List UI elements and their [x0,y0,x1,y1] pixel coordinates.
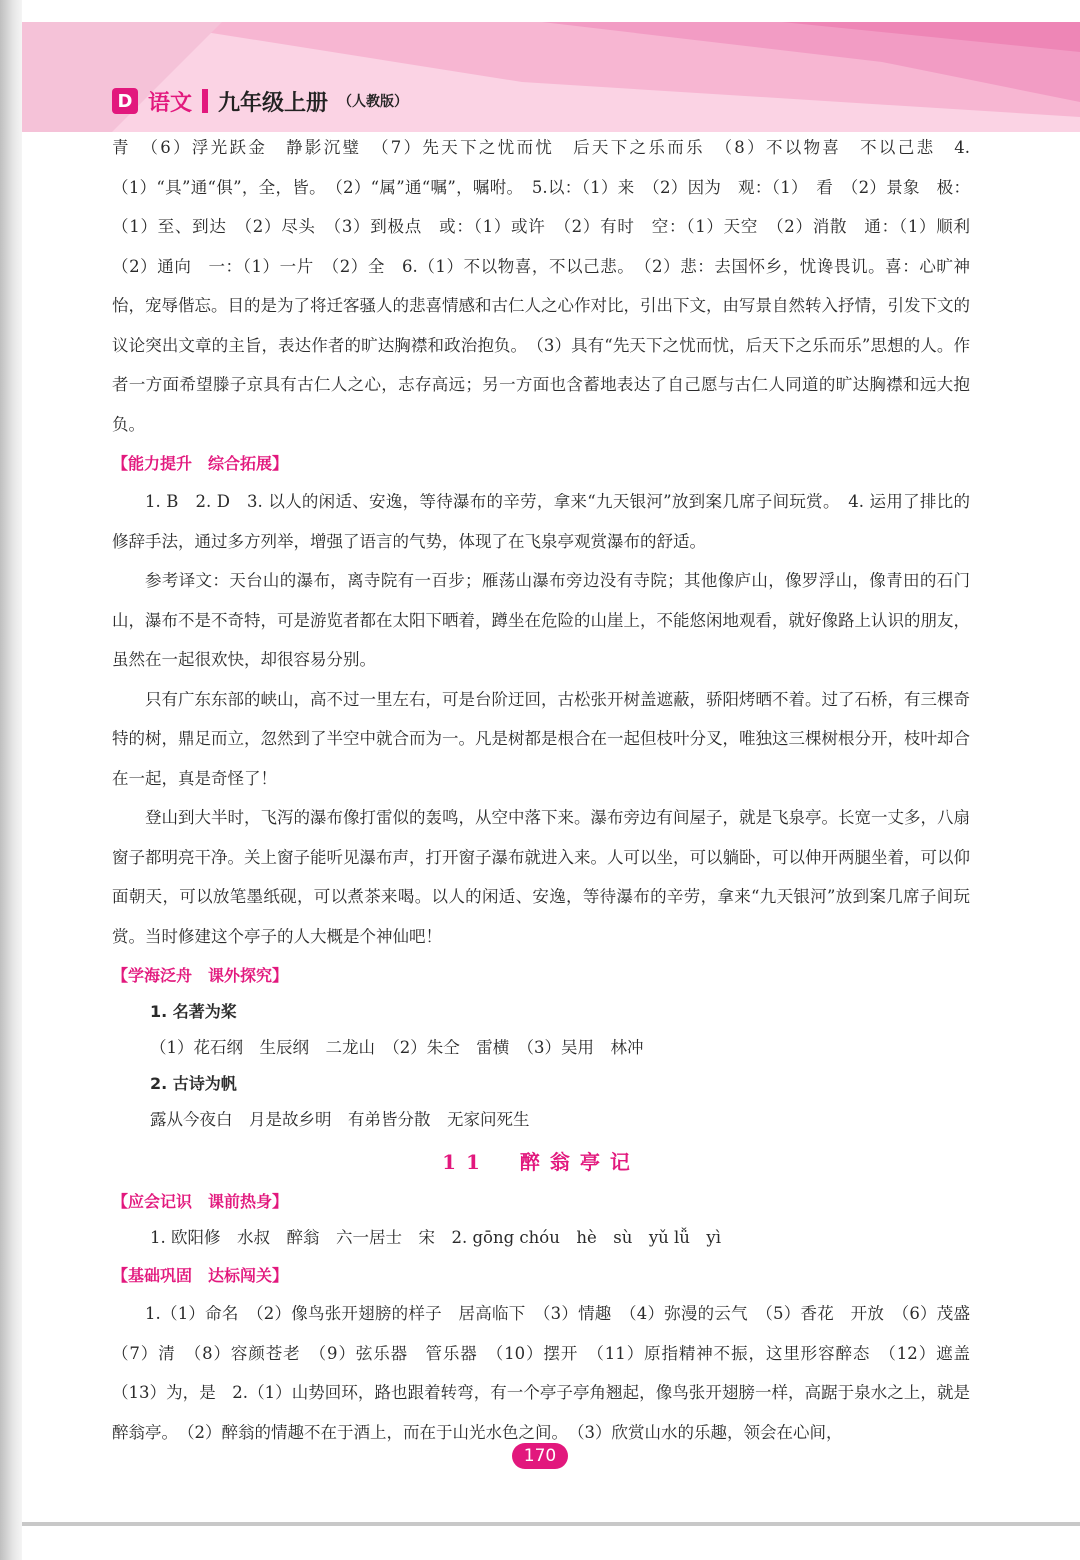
memory-answers: 1. 欧阳修 水叔 醉翁 六一居士 宋 2. gōng chóu hè sù yǔ lǚ yì [150,1228,722,1247]
explore-answer-2: 露从今夜白 月是故乡明 有弟皆分散 无家问死生 [150,1110,530,1129]
series-badge: D [112,88,138,114]
section-heading-explore: 【学海泛舟 课外探究】 [112,966,289,985]
title-divider [202,89,208,113]
book-spine-shadow [0,0,22,1560]
series-title [112,88,408,114]
section-heading-memory: 【应会记识 课前热身】 [112,1192,289,1211]
explore-subheading-2: 2. 古诗为帆 [150,1074,237,1093]
section-heading-ability: 【能力提升 综合拓展】 [112,454,289,473]
explore-subheading-1: 1. 名著为桨 [150,1002,237,1021]
grade-label: 九年级上册 [218,90,329,116]
page-number: 170 [512,1443,568,1469]
translation-paragraph-2: 只有广东东部的峡山，高不过一里左右，可是台阶迂回，古松张开树盖遮蔽，骄阳烤晒不着。过了石桥，有三棵奇特的树，鼎足而立，忽然到了半空中就合而为一。凡是树都是根合在一起但枝叶分叉，唯独这三棵树根分开，枝叶却合在一起，真是奇怪了！ [112,689,970,788]
ability-answers: 1. B 2. D 3. 以人的闲适、安逸，等待瀑布的辛劳，拿来“九天银河”放到案几席子间玩赏。 4. 运用了排比的修辞手法，通过多方列举，增强了语言的气势，体现了在飞泉亭观赏瀑布的舒适。 [112,492,970,551]
lesson-title: 11 醉翁亭记 [442,1150,640,1174]
answer-content [112,128,987,1452]
subject-label: 语文 [148,90,193,116]
basic-answers: 1.（1）命名 （2）像鸟张开翅膀的样子 居高临下 （3）情趣 （4）弥漫的云气 （5）香花 开放 （6）茂盛 （7）清 （8）容颜苍老 （9）弦乐器 管乐器 （10）摆开 （11）原指精神不振，这里形容醉态 （12）遮盖 （13）为，是 2.（1）山势回环，路也跟着转弯，有一个亭子亭角翘起，像鸟张开翅膀一样，高踞于泉水之上，就是醉翁亭。 （2）醉翁的情趣不在于酒上，而在于山光水色之间。 （3）欣赏山水的乐趣，领会在心间， [112,1304,987,1442]
edition-label: （人教版） [338,94,409,110]
section-heading-basic: 【基础巩固 达标闯关】 [112,1266,289,1285]
continued-answer: 青 （6）浮光跃金 静影沉璧 （7）先天下之忧而忧 后天下之乐而乐 （8）不以物喜 不以己悲 4.（1）“具”通“俱”，全，皆。 （2）“属”通“嘱”，嘱咐。 5.以：（1）来 （2）因为 观：（1） 看 （2）景象 极：（1）至、到达 （2）尽头 （3）到极点 或：（1）或许 （2）有时 空：（1）天空 （2）消散 通：（1）顺利 （2）通向 一：（1）一片 （2）全 6.（1）不以物喜，不以己悲。 （2）悲：去国怀乡，忧谗畏讥。喜：心旷神怡，宠辱偕忘。目的是为了将迁客骚人的悲喜情感和古仁人之心作对比，引出下文，由写景自然转入抒情，引发下文的议论突出文章的主旨，表达作者的旷达胸襟和政治抱负。 （3）具有“先天下之忧而忧，后天下之乐而乐”思想的人。作者一方面希望滕子京具有古仁人之心，志存高远；另一方面也含蓄地表达了自己愿与古仁人同道的旷达胸襟和远大抱负。 [112,138,987,434]
translation-paragraph-3: 登山到大半时，飞泻的瀑布像打雷似的轰鸣，从空中落下来。瀑布旁边有间屋子，就是飞泉亭。长宽一丈多，八扇窗子都明亮干净。关上窗子能听见瀑布声，打开窗子瀑布就进入来。人可以坐，可以躺卧，可以伸开两腿坐着，可以仰面朝天，可以放笔墨纸砚，可以煮茶来喝。以人的闲适、安逸，等待瀑布的辛劳，拿来“九天银河”放到案几席子间玩赏。当时修建这个亭子的人大概是个神仙吧！ [112,808,970,946]
explore-answer-1: （1）花石纲 生辰纲 二龙山 （2）朱仝 雷横 （3）吴用 林冲 [150,1038,644,1057]
translation-paragraph-1: 参考译文：天台山的瀑布，离寺院有一百步；雁荡山瀑布旁边没有寺院；其他像庐山，像罗浮山，像青田的石门山，瀑布不是不奇特，可是游览者都在太阳下晒着，蹲坐在危险的山崖上，不能悠闲地观看，就好像路上认识的朋友，虽然在一起很欢快，却很容易分别。 [112,571,970,669]
page-bottom-edge [22,1522,1080,1526]
